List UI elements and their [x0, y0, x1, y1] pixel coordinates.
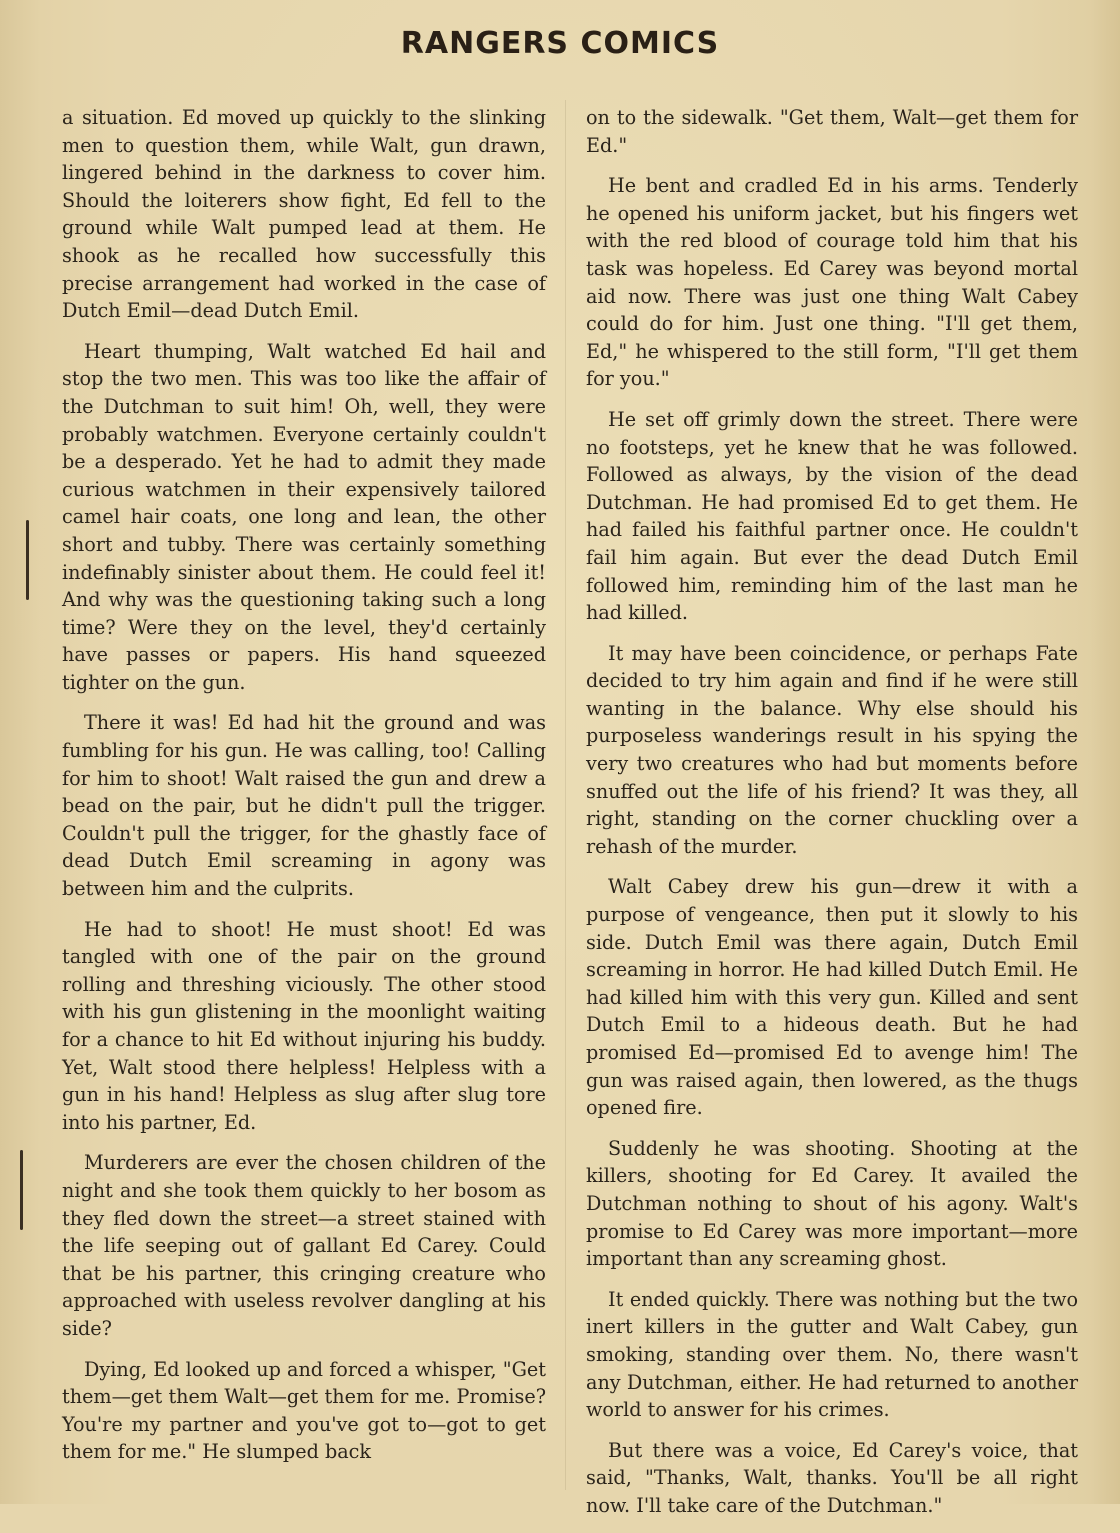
paragraph-right-1: on to the sidewalk. "Get them, Walt—get them for Ed." — [586, 106, 1078, 157]
paragraph-left-1: a situation. Ed moved up quickly to the slinking men to question them, while Walt, gun drawn, lingered behind in the darkness to cover him. Should the loiterers show fight, Ed fell to the ground while Walt pumped lead at them. He shook as he recalled how successfully this precise arrangement had worked in the case of Dutch Emil—dead Dutch Emil. — [62, 106, 546, 323]
paragraph-right-5: Walt Cabey drew his gun—drew it with a purpose of vengeance, then put it slowly to his side. Dutch Emil was there again, Dutch Emil screaming in horror. He had killed Dutch Emil. He had killed him with this very gun. Killed and sent Dutch Emil to a hideous death. But he had promised Ed—promised Ed to avenge him! The gun was raised again, then lowered, as the thugs opened fire. — [586, 875, 1078, 1120]
paragraph-right-8: But there was a voice, Ed Carey's voice, that said, "Thanks, Walt, thanks. You'll be all right now. I'll take care of the Dutchman." — [586, 1438, 1078, 1517]
page-header-title: RANGERS COMICS — [400, 26, 720, 61]
paragraph-left-6: Dying, Ed looked up and forced a whisper, "Get them—get them Walt—get them for me. Promise? You're my partner and you've got to—got to get them for me." He slumped back — [62, 1357, 546, 1464]
left-text-column — [62, 104, 546, 1479]
paragraph-left-5: Murderers are ever the chosen children of the night and she took them quickly to her bosom as they fled down the street—a street stained with the life seeping out of gallant Ed Carey. Could that be his partner, this cringing creature who approached with useless revolver dangling at his side? — [62, 1151, 546, 1340]
paragraph-right-6: Suddenly he was shooting. Shooting at the killers, shooting for Ed Carey. It availed the Dutchman nothing to shout of his agony. Walt's promise to Ed Carey was more important—more important than any screaming ghost. — [586, 1136, 1078, 1271]
paragraph-right-3: He set off grimly down the street. There were no footsteps, yet he knew that he was followed. Followed as always, by the vision of the dead Dutchman. He had promised Ed to get them. He had failed his faithful partner once. He couldn't fail him again. But ever the dead Dutch Emil followed him, reminding him of the last man he had killed. — [586, 407, 1078, 625]
column-gutter — [565, 100, 566, 1490]
paragraph-left-2: Heart thumping, Walt watched Ed hail and stop the two men. This was too like the affair of the Dutchman to suit him! Oh, well, they were probably watchmen. Everyone certainly couldn't be a desperado. Yet he had to admit they made curious watchmen in their expensively tailored camel hair coats, one long and lean, the other short and tubby. There was certainly something indefinably sinister about them. He could feel it! And why was the questioning taking such a long time? Were they on the level, they'd certainly have passes or papers. His hand squeezed tighter on the gun. — [62, 339, 546, 694]
paragraph-left-3: There it was! Ed had hit the ground and was fumbling for his gun. He was calling, too! Calling for him to shoot! Walt raised the gun and drew a bead on the pair, but he didn't pull the trigger. Couldn't pull the trigger, for the ghastly face of dead Dutch Emil screaming in agony was between him and the culprits. — [62, 711, 546, 901]
right-text-column — [586, 104, 1078, 1533]
binding-mark-upper — [26, 520, 29, 600]
binding-mark-lower — [20, 1150, 23, 1230]
paragraph-right-4: It may have been coincidence, or perhaps Fate decided to try him again and find if he were still wanting in the balance. Why else should his purposeless wanderings result in his spying the very two creatures who had but moments before snuffed out the life of his friend? It was they, all right, standing on the corner chuckling over a rehash of the murder. — [586, 641, 1078, 858]
paragraph-right-2: He bent and cradled Ed in his arms. Tenderly he opened his uniform jacket, but his fingers wet with the red blood of courage told him that his task was hopeless. Ed Carey was beyond mortal aid now. There was just one thing Walt Cabey could do for him. Just one thing. "I'll get them, Ed," he whispered to the still form, "I'll get them for you." — [586, 174, 1078, 391]
paragraph-right-7: It ended quickly. There was nothing but the two inert killers in the gutter and Walt Cabey, gun smoking, standing over them. No, there wasn't any Dutchman, either. He had returned to another world to answer for his crimes. — [586, 1287, 1078, 1422]
paragraph-left-4: He had to shoot! He must shoot! Ed was tangled with one of the pair on the ground rolling and threshing viciously. The other stood with his gun glistening in the moonlight waiting for a chance to hit Ed without injuring his buddy. Yet, Walt stood there helpless! Helpless with a gun in his hand! Helpless as slug after slug tore into his partner, Ed. — [62, 917, 546, 1134]
